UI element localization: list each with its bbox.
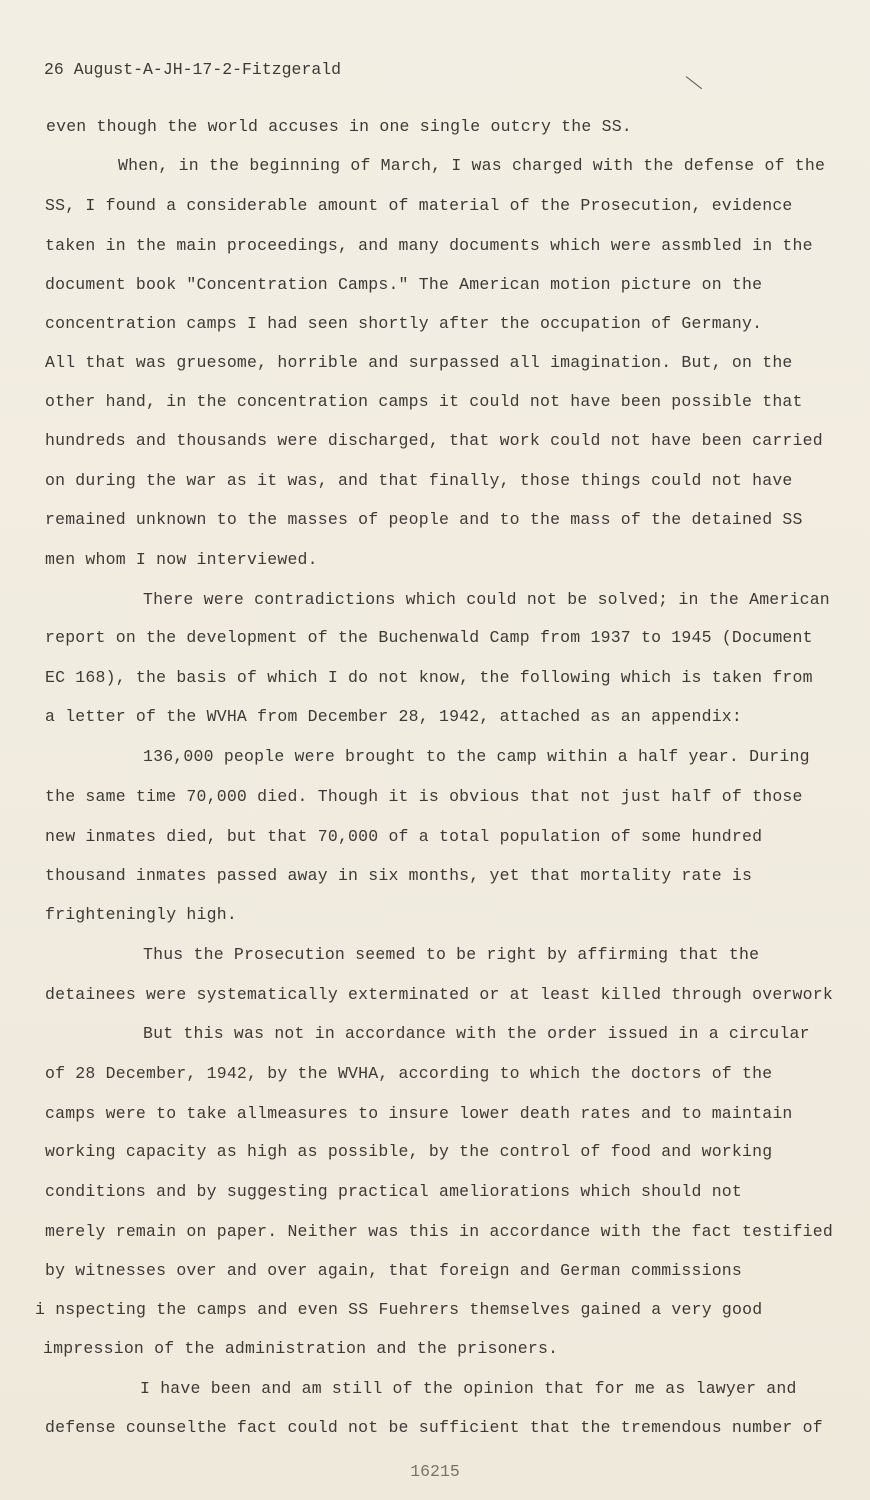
text-line: taken in the main proceedings, and many documents which were assmbled in the — [45, 236, 813, 255]
text-line: There were contradictions which could not be solved; in the American — [143, 590, 830, 609]
text-line: Thus the Prosecution seemed to be right by affirming that the — [143, 945, 760, 964]
text-line: a letter of the WVHA from December 28, 1942, attached as an appendix: — [45, 707, 743, 726]
text-line: All that was gruesome, horrible and surpassed all imagination. But, on the — [45, 353, 793, 372]
text-line: 136,000 people were brought to the camp within a half year. During — [143, 747, 810, 766]
text-line: men whom I now interviewed. — [45, 550, 318, 569]
text-line: defense counselthe fact could not be sufficient that the tremendous number of — [45, 1418, 823, 1437]
text-line: I have been and am still of the opinion that for me as lawyer and — [140, 1379, 797, 1398]
text-line: report on the development of the Buchenwald Camp from 1937 to 1945 (Document — [45, 628, 813, 647]
document-header: 26 August-A-JH-17-2-Fitzgerald — [44, 60, 342, 79]
text-line: other hand, in the concentration camps it could not have been possible that — [45, 392, 803, 411]
text-line: i nspecting the camps and even SS Fuehrers themselves gained a very good — [35, 1300, 763, 1319]
text-line: hundreds and thousands were discharged, that work could not have been carried — [45, 431, 823, 450]
text-line: remained unknown to the masses of people and to the mass of the detained SS — [45, 510, 803, 529]
text-line: new inmates died, but that 70,000 of a total population of some hundred — [45, 827, 763, 846]
text-line: SS, I found a considerable amount of material of the Prosecution, evidence — [45, 196, 793, 215]
page-number: 16215 — [410, 1462, 460, 1481]
text-line: working capacity as high as possible, by the control of food and working — [45, 1142, 773, 1161]
text-line: When, in the beginning of March, I was charged with the defense of the — [118, 156, 826, 175]
text-line: But this was not in accordance with the order issued in a circular — [143, 1024, 810, 1043]
text-line: thousand inmates passed away in six months, yet that mortality rate is — [45, 866, 753, 885]
text-line: camps were to take allmeasures to insure lower death rates and to maintain — [45, 1104, 793, 1123]
text-line: on during the war as it was, and that finally, those things could not have — [45, 471, 793, 490]
text-line: frighteningly high. — [45, 905, 237, 924]
text-line: by witnesses over and over again, that foreign and German commissions — [45, 1261, 743, 1280]
text-line: merely remain on paper. Neither was this in accordance with the fact testified — [45, 1222, 833, 1241]
text-line: of 28 December, 1942, by the WVHA, according to which the doctors of the — [45, 1064, 773, 1083]
text-line: impression of the administration and the prisoners. — [43, 1339, 559, 1358]
pencil-mark — [686, 76, 702, 89]
text-line: conditions and by suggesting practical ameliorations which should not — [45, 1182, 743, 1201]
text-line: even though the world accuses in one single outcry the SS. — [46, 117, 632, 136]
text-line: EC 168), the basis of which I do not know, the following which is taken from — [45, 668, 813, 687]
text-line: document book "Concentration Camps." The American motion picture on the — [45, 275, 763, 294]
text-line: detainees were systematically exterminated or at least killed through overwork — [45, 985, 833, 1004]
text-line: concentration camps I had seen shortly after the occupation of Germany. — [45, 314, 763, 333]
text-line: the same time 70,000 died. Though it is obvious that not just half of those — [45, 787, 803, 806]
